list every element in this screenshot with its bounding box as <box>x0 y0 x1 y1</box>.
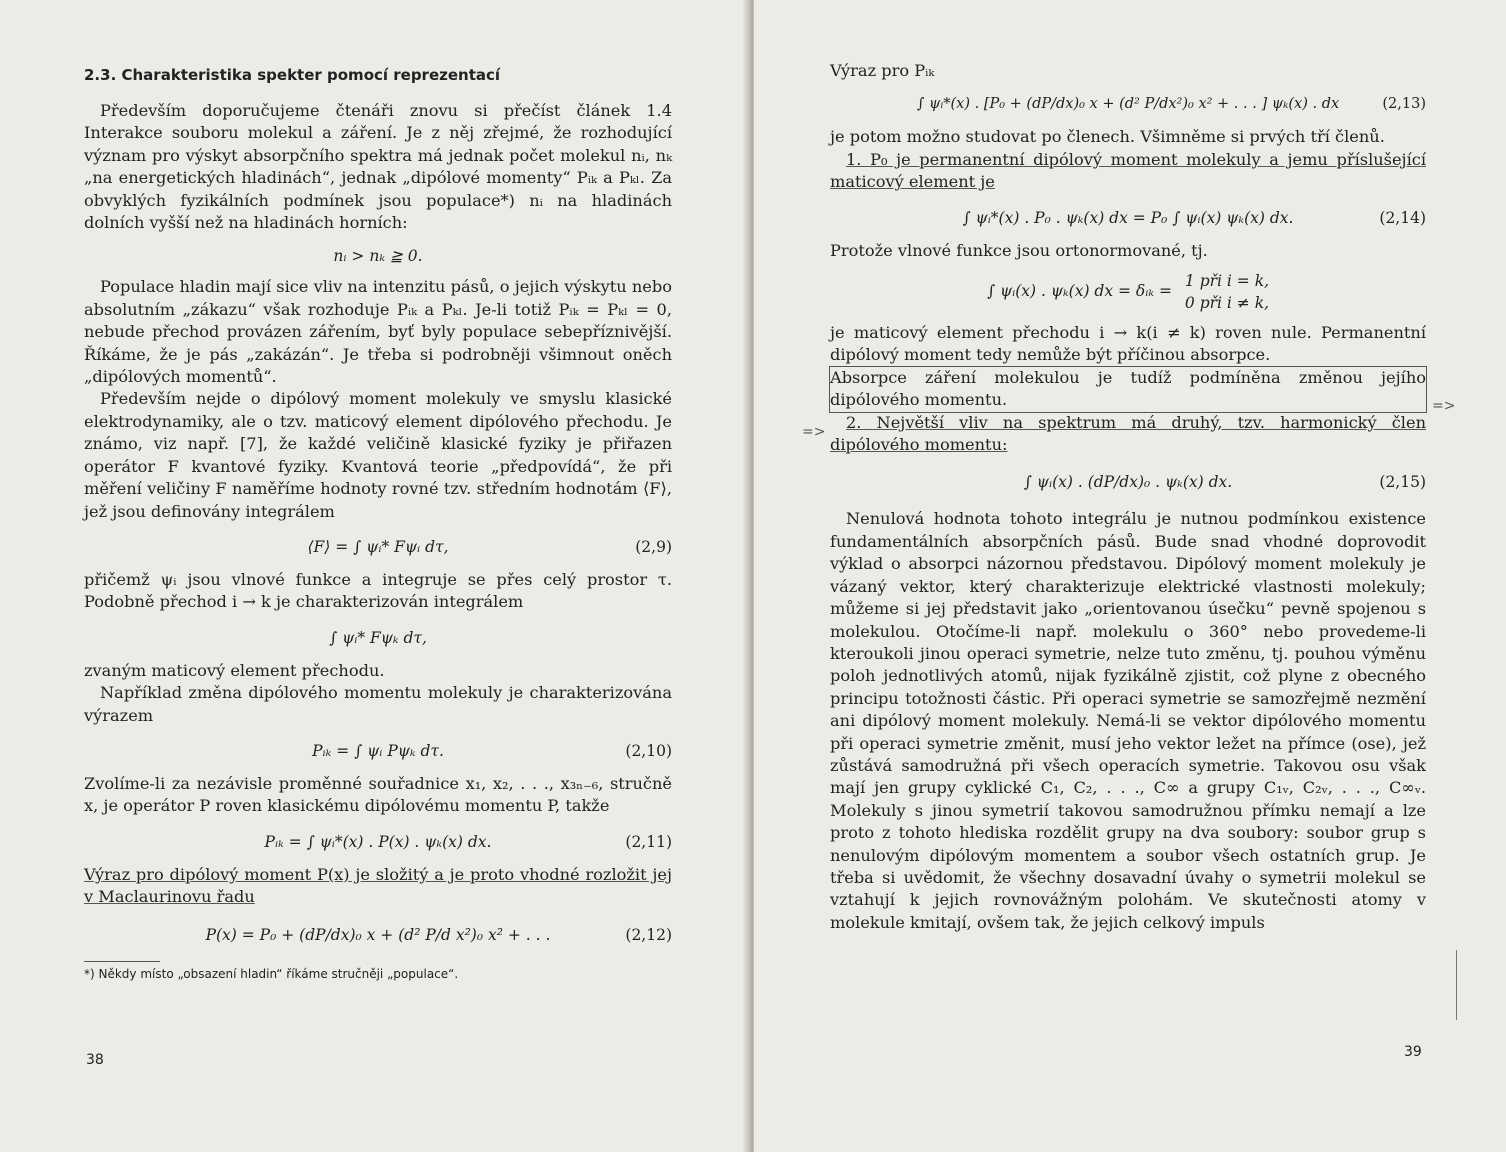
left-page <box>0 0 750 1152</box>
equation-case: 1 při i = k, <box>1184 272 1270 291</box>
equation-body: nᵢ > nₖ ≧ 0. <box>333 247 423 266</box>
equation-case-block <box>1185 270 1269 314</box>
paragraph: Výraz pro Pᵢₖ <box>830 61 935 80</box>
equation-number: (2,11) <box>625 832 672 851</box>
footnote: *) Někdy místo „obsazení hladin“ říkáme stručněji „populace“. <box>84 966 459 981</box>
equation-body: ∫ ψᵢ*(x) . [P₀ + (dP/dx)₀ x + (d² P/dx²)₀ x² + . . . ] ψₖ(x) . dx <box>916 96 1340 113</box>
equation-body: ⟨F⟩ = ∫ ψᵢ* Fψᵢ dτ, <box>307 537 449 556</box>
equation <box>830 92 1426 116</box>
paragraph: Populace hladin mají sice vliv na intenzitu pásů, o jejich výskytu nebo absolutním „zákazu“ však rozhoduje Pᵢₖ a Pₖₗ. Je-li totiž Pᵢₖ = Pₖₗ = 0, nebude přechod provázen zářením, byť byly populace sebepříznivější. Říkáme, že je pás „zakázán“. Je třeba si podrobněji všimnout oněch „dipólových momentů“. <box>84 277 672 387</box>
equation <box>84 626 672 650</box>
paragraph: Zvolíme-li za nezávisle proměnné souřadnice x₁, x₂, . . ., x₃ₙ₋₆, stručně x, je operátor P roven klasickému dipólovému momentu P, takže <box>84 773 672 816</box>
paragraph: 2. Největší vliv na spektrum má druhý, tzv. harmonický člen dipólového momentu: <box>830 412 1426 455</box>
equation-number: (2,14) <box>1379 208 1426 227</box>
paragraph: zvaným maticový element přechodu. <box>84 660 385 680</box>
equation <box>84 739 672 763</box>
equation-cases <box>830 270 1426 314</box>
paragraph: Nenulová hodnota tohoto integrálu je nutnou podmínkou existence fundamentálních absorpčních pásů. Bude snad vhodné doprovodit výklad o absorpci názornou představou. Dipólový moment molekuly je vázaný vektor, který charakterizuje elektrické vlastnosti molekuly; můžeme si jej představit jako „orientovanou úsečku“ pevně spojenou s molekulou. Otočíme-li např. molekulu o 360° nebo provedeme-li kteroukoli jinou operaci symetrie, nelze tuto změnu, tj. pouhou výměnu poloh jednotlivých atomů, nijak fyzikálně zjistit, což plyne z obecného principu totožnosti částic. Při operaci symetrie se samozřejmě nezmění ani dipólový moment molekuly. Nemá-li se vektor dipólového momentu při operaci symetrie změnit, musí jeho vektor ležet na přímce (ose), jež zůstává samodružná při všech operacích symetrie. Takovou osu však mají jen grupy cyklické C₁, C₂, . . ., C∞ a grupy C₁ᵥ, C₂ᵥ, . . ., C∞ᵥ. Molekuly s jinou symetrií takovou samodružnou přímku nemají a lze proto z tohoto hlediska rozdělit grupy na dva soubory: soubor grup s nenulovým dipólovým momentem a soubor všech ostatních grup. Je třeba si uvědomit, že všechny dosavadní úvahy o symetrii molekul se vztahují k jejich rovnovážným polohám. Ve skutečnosti atomy v molekule kmitají, ovšem tak, že jejich celkový impuls <box>830 509 1426 932</box>
paragraph: Výraz pro dipólový moment P(x) je složitý a je proto vhodné rozložit jej v Maclaurinovu řadu <box>84 864 672 907</box>
equation <box>84 535 672 559</box>
right-text-column <box>830 60 1426 934</box>
equation-body: ∫ ψᵢ* Fψₖ dτ, <box>329 628 427 647</box>
page-number: 39 <box>1404 1044 1422 1060</box>
equation <box>84 830 672 854</box>
equation-body: Pᵢₖ = ∫ ψᵢ*(x) . P(x) . ψₖ(x) dx. <box>264 832 492 851</box>
equation <box>830 470 1426 494</box>
equation-body: ∫ ψᵢ(x) . (dP/dx)₀ . ψₖ(x) dx. <box>1023 473 1233 492</box>
margin-arrow-mark: => <box>802 424 826 440</box>
paragraph: přičemž ψᵢ jsou vlnové funkce a integruje se přes celý prostor τ. Podobně přechod i → k je charakterizován integrálem <box>84 569 672 612</box>
equation-body: Pᵢₖ = ∫ ψᵢ Pψₖ dτ. <box>312 741 444 760</box>
section-heading: 2.3. Charakteristika spekter pomocí reprezentací <box>84 66 501 84</box>
equation <box>84 244 672 268</box>
paragraph: Protože vlnové funkce jsou ortonormované, tj. <box>830 240 1208 260</box>
left-text-column <box>84 64 672 982</box>
equation-body: P(x) = P₀ + (dP/dx)₀ x + (d² P/d x²)₀ x² + . . . <box>205 925 551 944</box>
page-number: 38 <box>86 1052 104 1068</box>
equation-number: (2,9) <box>635 537 672 556</box>
paragraph: je maticový element přechodu i → k(i ≠ k) roven nule. Permanentní dipólový moment tedy nemůže být příčinou absorpce. <box>830 323 1426 365</box>
paragraph: Především doporučujeme čtenáři znovu si přečíst článek 1.4 Interakce souboru molekul a záření. Je z něj zřejmé, že rozhodující význam pro výskyt absorpčního spektra má jednak počet molekul nᵢ, nₖ „na energetických hladinách“, jednak „dipólové momenty“ Pᵢₖ a Pₖₗ. Za obvyklých fyzikálních podmínek jsou populace*) nᵢ na hladinách dolních vyšší než na hladinách horních: <box>84 101 672 233</box>
paragraph: je potom možno studovat po členech. Všimněme si prvých tří členů. <box>830 127 1385 147</box>
equation-body: ∫ ψᵢ*(x) . P₀ . ψₖ(x) dx = P₀ ∫ ψᵢ(x) ψₖ(x) dx. <box>962 208 1294 227</box>
margin-pencil-line <box>1456 950 1457 1020</box>
equation <box>830 206 1426 230</box>
boxed-paragraph: Absorpce záření molekulou je tudíž podmíněna změnou jejího dipólového momentu. <box>830 367 1426 412</box>
margin-arrow-mark: => <box>1432 398 1456 414</box>
equation-number: (2,10) <box>625 741 672 760</box>
footnote-rule <box>84 961 160 962</box>
equation-body: ∫ ψᵢ(x) . ψₖ(x) dx = δᵢₖ = <box>986 282 1172 301</box>
paragraph: Například změna dipólového momentu molekuly je charakterizována výrazem <box>84 683 672 725</box>
equation-case: 0 při i ≠ k, <box>1184 294 1270 313</box>
equation-number: (2,13) <box>1382 96 1426 113</box>
equation-number: (2,15) <box>1379 473 1426 492</box>
paragraph: 1. P₀ je permanentní dipólový moment molekuly a jemu příslušející maticový element je <box>830 149 1426 192</box>
equation-number: (2,12) <box>625 925 672 944</box>
paragraph: Především nejde o dipólový moment molekuly ve smyslu klasické elektrodynamiky, ale o tzv. maticový element dipólového přechodu. Je známo, viz např. [7], že každé veličině klasické fyziky je přiřazen operátor F kvantové fyziky. Kvantová teorie „předpovídá“, že při měření veličiny F naměříme hodnoty rovné tzv. středním hodnotám ⟨F⟩, jež jsou definovány integrálem <box>84 389 672 521</box>
equation <box>84 923 672 947</box>
